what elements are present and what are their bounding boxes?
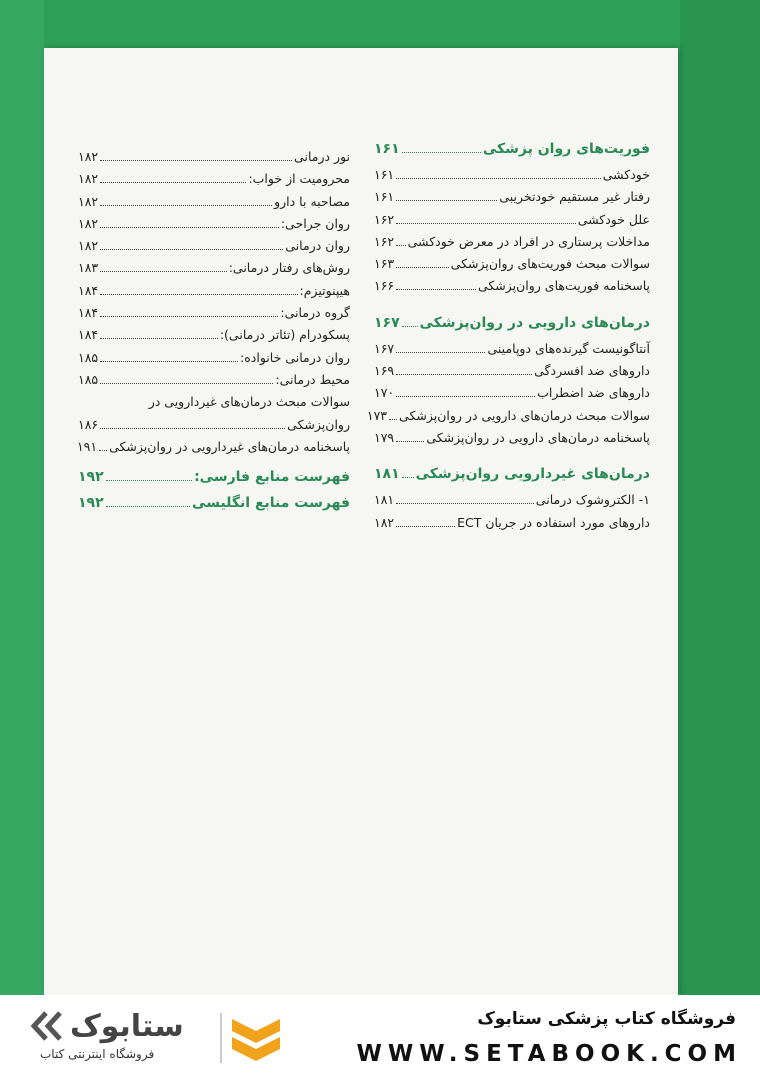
toc-entry: محیط درمانی: ۱۸۵ xyxy=(78,371,350,387)
logo-brackets-icon xyxy=(30,1009,64,1043)
logo-divider xyxy=(220,1013,222,1063)
toc-entry: سوالات مبحث فوریت‌های روان‌پزشکی ۱۶۳ xyxy=(374,256,650,272)
toc-entry: سوالات مبحث درمان‌های دارویی در روان‌پزشکی ۱۷۳ xyxy=(366,407,650,423)
toc-entry: داروهای ضد اضطراب ۱۷۰ xyxy=(374,385,650,401)
toc-entry: ۱- الکتروشوک درمانی ۱۸۱ xyxy=(374,492,650,508)
toc-entry: روان‌پزشکی ۱۸۶ xyxy=(78,416,350,432)
green-book-cover-right xyxy=(680,0,760,995)
logo-wordmark: ستابوک xyxy=(70,1009,184,1044)
toc-entry: روش‌های رفتار درمانی: ۱۸۳ xyxy=(78,260,350,276)
toc-heading: فهرست منابع انگلیسی ۱۹۲ xyxy=(78,495,350,512)
toc-heading: درمان‌های دارویی در روان‌پزشکی ۱۶۷ xyxy=(374,314,650,331)
toc-left-column xyxy=(78,149,350,521)
toc-entry: داروهای ضد افسردگی ۱۶۹ xyxy=(374,363,650,379)
toc-entry: هیپنوتیزم: ۱۸۴ xyxy=(78,282,350,298)
store-url[interactable]: WWW.SETABOOK.COM xyxy=(356,1041,742,1067)
toc-heading: فهرست منابع فارسی: ۱۹۲ xyxy=(78,469,350,486)
toc-entry: سوالات مبحث درمان‌های غیردارویی در xyxy=(148,394,350,410)
toc-entry: پاسخنامه درمان‌های غیردارویی در روان‌پزشکی ۱۹۱ xyxy=(76,438,350,454)
toc-heading: فوریت‌های روان پزشکی ۱۶۱ xyxy=(374,141,650,157)
toc-entry: پسکودرام (تئاتر درمانی): ۱۸۴ xyxy=(78,327,350,343)
toc-entry: مصاحبه با دارو ۱۸۲ xyxy=(78,193,350,209)
logo-subtitle: فروشگاه اینترنتی کتاب xyxy=(40,1047,155,1061)
store-banner xyxy=(0,995,760,1080)
toc-entry: روان جراحی: ۱۸۲ xyxy=(78,215,350,231)
book-page xyxy=(44,48,678,995)
toc-entry: روان درمانی خانواده: ۱۸۵ xyxy=(78,349,350,365)
logo-mark-icon xyxy=(226,1009,286,1065)
toc-entry: نور درمانی ۱۸۲ xyxy=(78,149,350,164)
toc-heading: درمان‌های غیردارویی روان‌پزشکی ۱۸۱ xyxy=(374,466,650,483)
store-logo xyxy=(20,1007,292,1067)
green-book-cover-left xyxy=(0,0,44,995)
toc-entry: مداخلات پرستاری در افراد در معرض خودکشی ۱۶۲ xyxy=(374,233,650,249)
toc-entry: گروه درمانی: ۱۸۴ xyxy=(78,305,350,321)
toc-entry: روان درمانی ۱۸۲ xyxy=(78,238,350,254)
toc-entry: آنتاگونیست گیرنده‌های دوپامینی ۱۶۷ xyxy=(374,340,650,356)
toc-entry: پاسخنامه درمان‌های دارویی در روان‌پزشکی ۱۷۹ xyxy=(374,429,650,445)
toc-entry: رفتار غیر مستقیم خودتخریبی ۱۶۱ xyxy=(374,189,650,205)
toc-entry: محرومیت از خواب: ۱۸۲ xyxy=(78,171,350,187)
toc-right-column xyxy=(366,141,650,537)
toc-entry: داروهای مورد استفاده در جریان ECT ۱۸۲ xyxy=(374,514,650,530)
store-title: فروشگاه کتاب پزشکی ستابوک xyxy=(477,1009,736,1029)
toc-entry: پاسخنامه فوریت‌های روان‌پزشکی ۱۶۶ xyxy=(374,278,650,294)
toc-entry: علل خودکشی ۱۶۲ xyxy=(374,211,650,227)
toc-entry: خودکشی ۱۶۱ xyxy=(374,167,650,182)
